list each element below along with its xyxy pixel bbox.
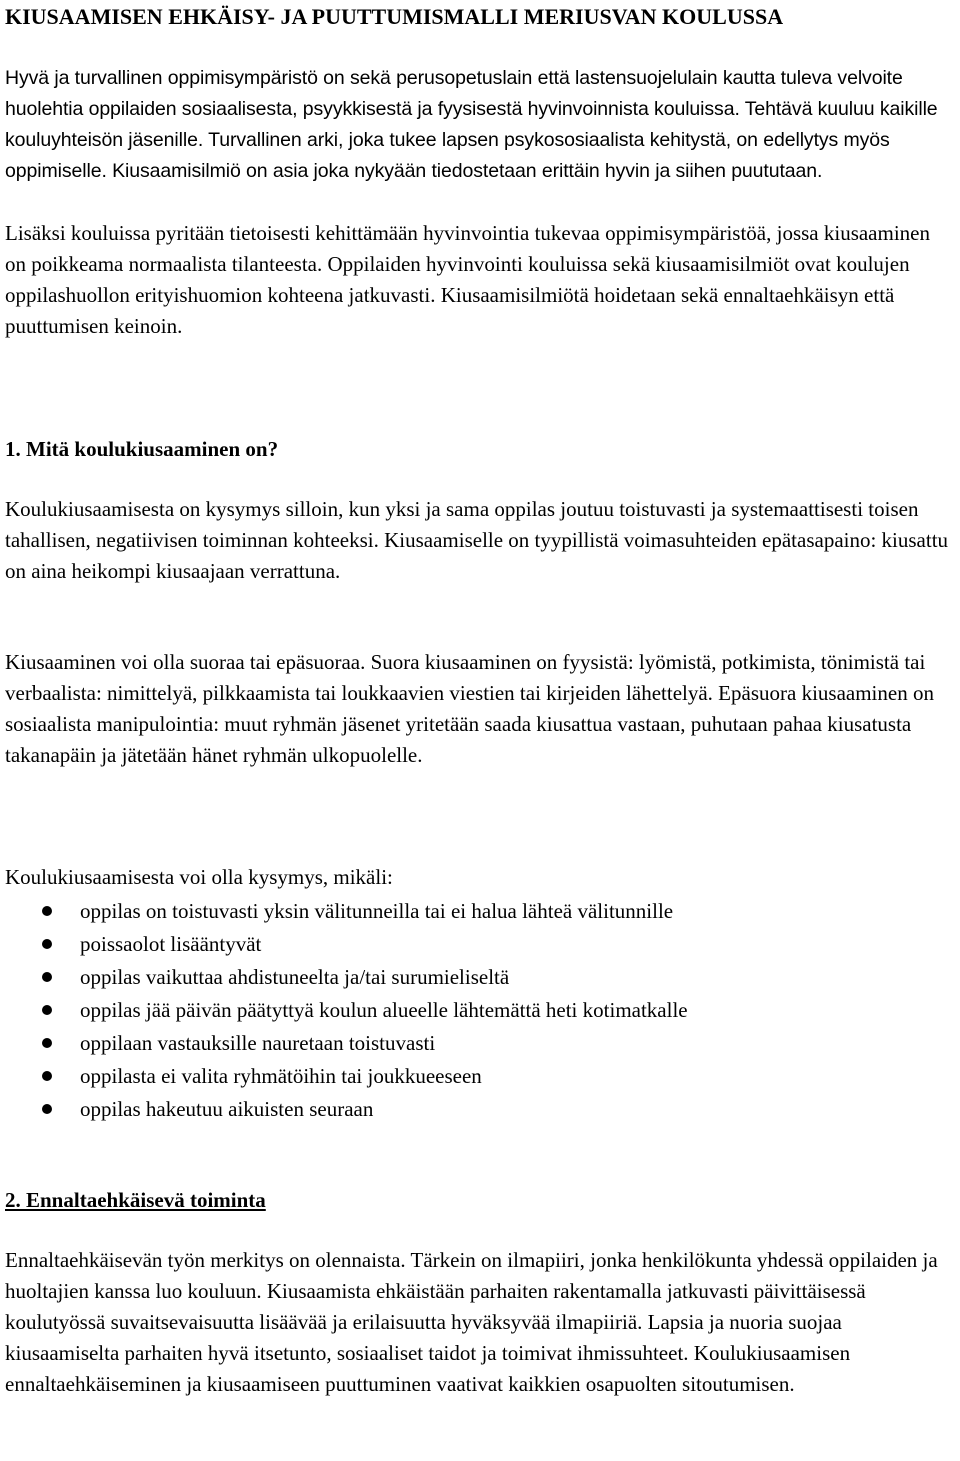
list-item-text: oppilas vaikuttaa ahdistuneelta ja/tai surumieliseltä	[80, 965, 510, 989]
section-2-heading: 2. Ennaltaehkäisevä toiminta	[5, 1188, 266, 1212]
list-item-text: oppilas on toistuvasti yksin välitunneilla tai ei halua lähteä välitunnille	[80, 899, 674, 923]
list-item	[5, 895, 956, 928]
list-item-text: oppilaan vastauksille nauretaan toistuvasti	[80, 1031, 436, 1055]
section-1-signs-intro: Koulukiusaamisesta voi olla kysymys, mikäli:	[5, 865, 393, 889]
bullet-icon	[42, 1038, 52, 1048]
list-item-text: oppilasta ei valita ryhmätöihin tai joukkueeseen	[80, 1064, 482, 1088]
section-1-types: Kiusaaminen voi olla suoraa tai epäsuoraa. Suora kiusaaminen on fyysistä: lyömistä, potkimista, tönimistä tai verbaalista: nimittelyä, pilkkaamista tai loukkaavien viestien tai kirjeiden lähettelyä. Epäsuora kiusaaminen on sosiaalista manipulointia: muut ryhmän jäsenet yritetään saada kiusattua vastaan, puhutaan pahaa kiusatusta takanapäin ja jätetään hänet ryhmän ulkopuolelle.	[5, 650, 934, 767]
bullet-icon	[42, 1104, 52, 1114]
list-item	[5, 928, 956, 961]
list-item	[5, 994, 956, 1027]
intro-paragraph-2: Lisäksi kouluissa pyritään tietoisesti kehittämään hyvinvointia tukevaa oppimisympäristöä, jossa kiusaaminen on poikkeama normaalista tilanteesta. Oppilaiden hyvinvointi kouluissa sekä kiusaamisilmiöt ovat koulujen oppilashuollon erityishuomion kohteena jatkuvasti. Kiusaamisilmiötä hoidetaan sekä ennaltaehkäisyn että puuttumisen keinoin.	[5, 221, 930, 338]
list-item-text: oppilas jää päivän päätyttyä koulun alueelle lähtemättä heti kotimatkalle	[80, 998, 688, 1022]
list-item	[5, 1093, 956, 1126]
bullet-icon	[42, 906, 52, 916]
list-item	[5, 1060, 956, 1093]
section-1-definition: Koulukiusaamisesta on kysymys silloin, kun yksi ja sama oppilas joutuu toistuvasti ja systemaattisesti toisen tahallisen, negatiivisen toiminnan kohteeksi. Kiusaamiselle on tyypillistä voimasuhteiden epätasapaino: kiusattu on aina heikompi kiusaajaan verrattuna.	[5, 497, 949, 583]
intro-paragraph-1: Hyvä ja turvallinen oppimisympäristö on sekä perusopetuslain että lastensuojelulain kautta tuleva velvoite huolehtia oppilaiden sosiaalisesta, psyykkisestä ja fyysisestä hyvinvoinnista kouluissa. Tehtävä kuuluu kaikille kouluyhteisön jäsenille. Turvallinen arki, joka tukee lapsen psykososiaalista kehitystä, on edellytys myös oppimiselle. Kiusaamisilmiö on asia joka nykyään tiedostetaan erittäin hyvin ja siihen puututaan.	[5, 67, 938, 182]
list-item-text: poissaolot lisääntyvät	[80, 932, 262, 956]
bullet-icon	[42, 972, 52, 982]
document-title: KIUSAAMISEN EHKÄISY- JA PUUTTUMISMALLI MERIUSVAN KOULUSSA	[5, 4, 784, 29]
signs-list	[5, 895, 956, 1126]
list-item	[5, 1027, 956, 1060]
bullet-icon	[42, 1005, 52, 1015]
section-2-paragraph: Ennaltaehkäisevän työn merkitys on olennaista. Tärkein on ilmapiiri, jonka henkilökunta yhdessä oppilaiden ja huoltajien kanssa luo kouluun. Kiusaamista ehkäistään parhaiten rakentamalla jatkuvasti päivittäisessä koulutyössä suvaitsevaisuutta lisäävää ja erilaisuutta hyväksyvää ilmapiiriä. Lapsia ja nuoria suojaa kiusaamiselta parhaiten hyvä itsetunto, sosiaaliset taidot ja toimivat ihmissuhteet. Koulukiusaamisen ennaltaehkäiseminen ja kiusaamiseen puuttuminen vaativat kaikkien osapuolten sitoutumisen.	[5, 1248, 938, 1396]
bullet-icon	[42, 939, 52, 949]
section-1-heading: 1. Mitä koulukiusaaminen on?	[5, 437, 279, 461]
list-item	[5, 961, 956, 994]
list-item-text: oppilas hakeutuu aikuisten seuraan	[80, 1097, 374, 1121]
bullet-icon	[42, 1071, 52, 1081]
